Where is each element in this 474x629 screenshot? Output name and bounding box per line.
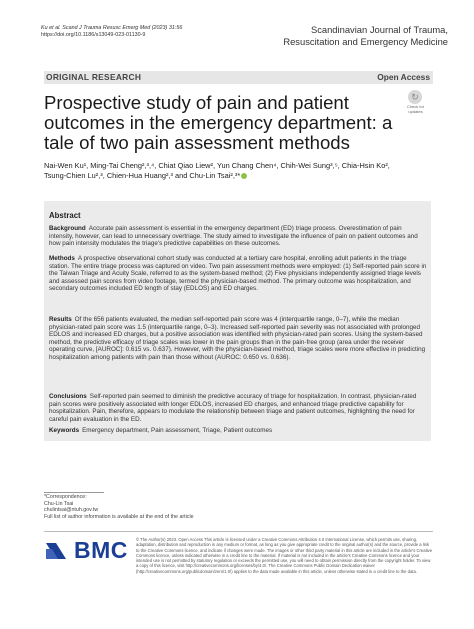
correspondence-author: Chu-Lin Tsai	[44, 500, 74, 507]
license-text: © The Author(s) 2023. Open Access This article is licensed under a Creative Commons Attribution 4.0 International License, which permits use, sharing, adaptation, distribution and reproduction in any medium or format, as long as you give appropriate credit to the original author(s) and the source, provide a link to the Creative Commons licence, and indicate if changes were made. The images or other third party material in this article are included in the article's Creative Commons licence, unless indicated otherwise in a credit line to the material. If material is not included in the article's Creative Commons licence and your intended use is not permitted by statutory regulation or exceeds the permitted use, you will need to obtain permission directly from the copyright holder. To view a copy of this licence, visit http://creativecommons.org/licenses/by/4.0/. The Creative Commons Public Domain Dedication waiver (http://creativecommons.org/publicdomain/zero/1.0/) applies to the data made available in this article, unless otherwise stated in a credit line to the data.	[136, 537, 433, 574]
correspondence-divider	[44, 492, 104, 493]
bmc-logo-text: BMC	[74, 537, 128, 563]
abstract-background	[49, 225, 427, 248]
keywords-text: Emergency department, Pain assessment, Triage, Patient outcomes	[82, 427, 273, 434]
abstract-conclusions	[49, 393, 427, 423]
background-label: Background	[49, 225, 86, 232]
keywords-label: Keywords	[49, 427, 80, 434]
correspondence-block	[44, 494, 194, 520]
abstract-box	[44, 201, 431, 441]
journal-name	[283, 24, 448, 47]
abstract-results	[49, 316, 427, 362]
author-list	[44, 161, 436, 182]
journal-name-line1: Scandinavian Journal of Trauma,	[310, 24, 448, 35]
methods-label: Methods	[49, 255, 75, 262]
abstract-methods	[49, 255, 427, 293]
methods-text: A prospective observational cohort study was conducted at a tertiary care hospital, enrolling adult patients in the triage station. The entire triage process was captured on video. Two pain assessment methods were employed: (1) Self-reported pain score in the Taiwan Triage and Acuity Scale, referred to as the system-based method; (2) Five physicians independently assigned triage levels and assessed pain scores from video footage, termed the physician-based method. The primary outcome was hospitalization, and secondary outcomes included ED length of stay (EDLOS) and ED charges.	[49, 255, 427, 293]
doi-link[interactable]: https://doi.org/10.1186/s13049-023-01130-9	[41, 32, 146, 39]
orcid-icon[interactable]	[241, 173, 247, 179]
abstract-heading: Abstract	[49, 211, 81, 220]
check-for-updates-badge[interactable]	[402, 90, 429, 114]
author-line-2: Tsung-Chien Lu²,³, Chien-Hua Huang²,³ and Chu-Lin Tsai²,³*	[44, 171, 436, 181]
results-text: Of the 656 patients evaluated, the median self-reported pain score was 4 (interquartile range, 0–7), while the median physician-rated pain score was 1.5 (interquartile range, 0–3). Increased self-reported pain severity was not associated with prolonged EDLOS and increased ED charges, but a positive association was identified with physician-rated pain scores. Using the system-based method, the predictive efficacy of triage scales was lower in the pain groups than in the pain-free group (area under the receiver operating curve, [AUROC]: 0.615 vs. 0.637). However, with the physician-based method, triage scales were more effective in predicting hospitalization among patients with pain than those without (AUROC: 0.650 vs. 0.636).	[49, 316, 426, 361]
citation-line: Ku et al. Scand J Trauma Resusc Emerg Med (2023) 31:56	[41, 25, 183, 31]
correspondence-label: *Correspondence:	[44, 494, 87, 500]
article-type-label: ORIGINAL RESEARCH	[46, 72, 142, 82]
author-info-note: Full list of author information is available at the end of the article	[44, 513, 194, 520]
bmc-logo-icon	[44, 539, 68, 563]
background-text: Accurate pain assessment is essential in the emergency department (ED) triage process. Overestimation of pain intensity, however, can lead to unnecessary overtriage. The study aimed to investigate the influence of pain on patient outcomes and how pain intensity modulates the triage's predictive capabilities on these outcomes.	[49, 225, 418, 248]
results-label: Results	[49, 316, 72, 323]
open-access-label: Open Access	[377, 72, 430, 82]
journal-name-line2: Resuscitation and Emergency Medicine	[283, 35, 448, 47]
conclusions-text: Self-reported pain seemed to diminish the predictive accuracy of triage for hospitalization. In contrast, physician-rated pain scores were positively associated with longer EDLOS, increased ED charges, and enhanced triage predictive capability for hospitalization. Pain, therefore, appears to modulate the relationship between triage and patient outcomes, highlighting the need for careful pain evaluation in the ED.	[49, 393, 417, 423]
author-line-1: Nai-Wen Ku¹, Ming-Tai Cheng²,³,⁴, Chiat Qiao Liew², Yun Chang Chen⁴, Chih-Wei Sung³,⁵, Chia-Hsin Ko²,	[44, 161, 390, 170]
footer-divider	[44, 531, 433, 532]
conclusions-label: Conclusions	[49, 393, 87, 400]
article-type-band	[44, 71, 433, 84]
correspondence-email[interactable]: chulintsai@ntuh.gov.tw	[44, 507, 99, 514]
refresh-icon: ↻	[408, 90, 422, 104]
abstract-keywords	[49, 427, 427, 435]
citation-block	[41, 25, 182, 39]
article-title: Prospective study of pain and patient outcomes in the emergency department: a tale of two pain assessment methods	[44, 92, 393, 154]
check-for-updates-text: Check for updates	[406, 104, 425, 114]
